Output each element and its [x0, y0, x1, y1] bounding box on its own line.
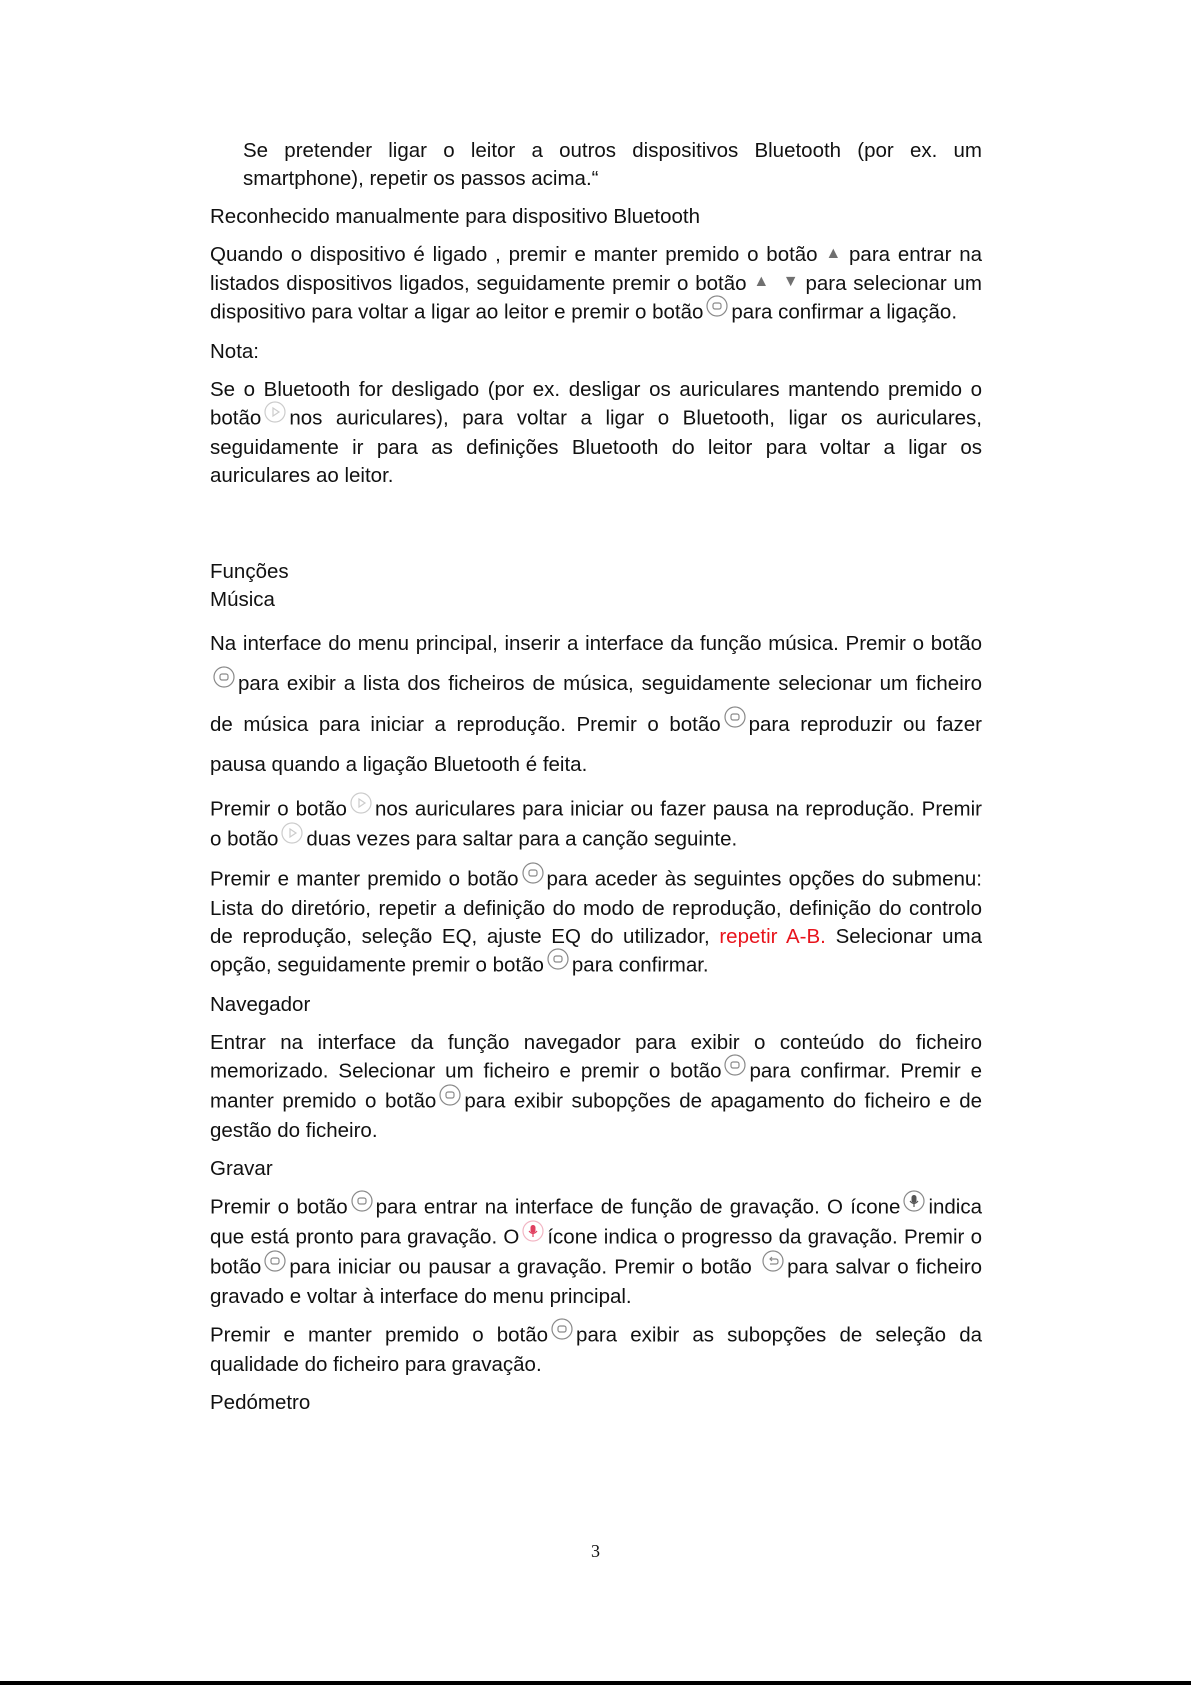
microphone-recording-icon — [522, 1220, 544, 1250]
paragraph-bluetooth-off: Se o Bluetooth for desligado (por ex. desligar os auriculares mantendo premido o botão nos auriculares), para voltar a ligar o Bluetooth, ligar os auriculares, seguidamente ir para as definições Bluetooth do leitor para voltar a ligar os auriculares ao leitor. — [210, 378, 982, 488]
play-button-icon — [281, 822, 303, 852]
ok-button-icon — [264, 1250, 286, 1280]
ok-button-icon — [724, 1054, 746, 1084]
paragraph-submenu: Premir e manter premido o botão para aceder às seguintes opções do submenu: Lista do diretório, repetir a definição do modo de reprodução, definição do controlo de reprodução, seleção EQ, ajuste EQ do utilizador, repetir A-B. Selecionar uma opção, seguidamente premir o botão para confirmar. — [210, 865, 982, 981]
up-arrow-icon: ▲ — [825, 244, 842, 262]
heading-record: Gravar — [210, 1157, 273, 1181]
paragraph-record: Premir o botão para entrar na interface de função de gravação. O ícone indica que está pronto para gravação. O ícone indica o progresso da gravação. Premir o botão para iniciar ou pausar a gravação. Premir o botão para salvar o ficheiro gravado e voltar à interface do menu principal. — [210, 1193, 982, 1311]
page-number: 3 — [591, 1541, 600, 1561]
up-arrow-icon: ▲ — [753, 273, 770, 291]
section-headings — [210, 558, 982, 614]
page-content — [210, 137, 982, 1427]
microphone-ready-icon — [903, 1190, 925, 1220]
paragraph-record-quality: Premir e manter premido o botão para exibir as subopções de seleção da qualidade do ficheiro para gravação. — [210, 1321, 982, 1379]
heading-music: Música — [210, 588, 275, 612]
paragraph-browser: Entrar na interface da função navegador para exibir o conteúdo do ficheiro memorizado. Selecionar um ficheiro e premir o botão para confirmar. Premir e manter premido o botão para exibir subopções de apagamento do ficheiro e de gestão do ficheiro. — [210, 1031, 982, 1143]
ok-button-icon — [522, 862, 544, 892]
ok-button-icon — [724, 702, 746, 742]
paragraph-reconnect: Quando o dispositivo é ligado , premir e manter premido o botão ▲ para entrar na listados dispositivos ligados, seguidamente premir o botão ▲ ▼ para selecionar um dispositivo para voltar a ligar ao leitor e premir o botão para confirmar a ligação. — [210, 241, 982, 328]
highlight-repeat-ab: repetir A-B. — [719, 925, 826, 949]
ok-button-icon — [551, 1318, 573, 1348]
ok-button-icon — [213, 662, 235, 702]
paragraph-earphone-play: Premir o botão nos auriculares para iniciar ou fazer pausa na reprodução. Premir o botão duas vezes para saltar para a canção seguinte. — [210, 795, 982, 855]
heading-pedometer: Pedómetro — [210, 1391, 311, 1415]
heading-browser: Navegador — [210, 993, 311, 1017]
ok-button-icon — [706, 295, 728, 325]
heading-functions: Funções — [210, 560, 289, 584]
paragraph-repeat-steps: Se pretender ligar o leitor a outros dispositivos Bluetooth (por ex. um smartphone), repetir os passos acima.“ — [243, 139, 982, 190]
heading-manual-recognition: Reconhecido manualmente para dispositivo Bluetooth — [210, 205, 701, 228]
ok-button-icon — [439, 1084, 461, 1114]
down-arrow-icon: ▼ — [782, 273, 799, 291]
heading-note: Nota: — [210, 340, 259, 364]
paragraph-music: Na interface do menu principal, inserir a interface da função música. Premir o botãopara exibir a lista dos ficheiros de música, seguidamente selecionar um ficheiro de música para iniciar a reprodução. Premir o botão para reproduzir ou fazer pausa quando a ligação Bluetooth é feita. — [210, 632, 982, 777]
play-button-icon — [264, 401, 286, 431]
ok-button-icon — [351, 1190, 373, 1220]
back-button-icon — [762, 1250, 784, 1280]
play-button-icon — [350, 792, 372, 822]
bottom-divider — [0, 1681, 1191, 1685]
ok-button-icon — [547, 948, 569, 978]
